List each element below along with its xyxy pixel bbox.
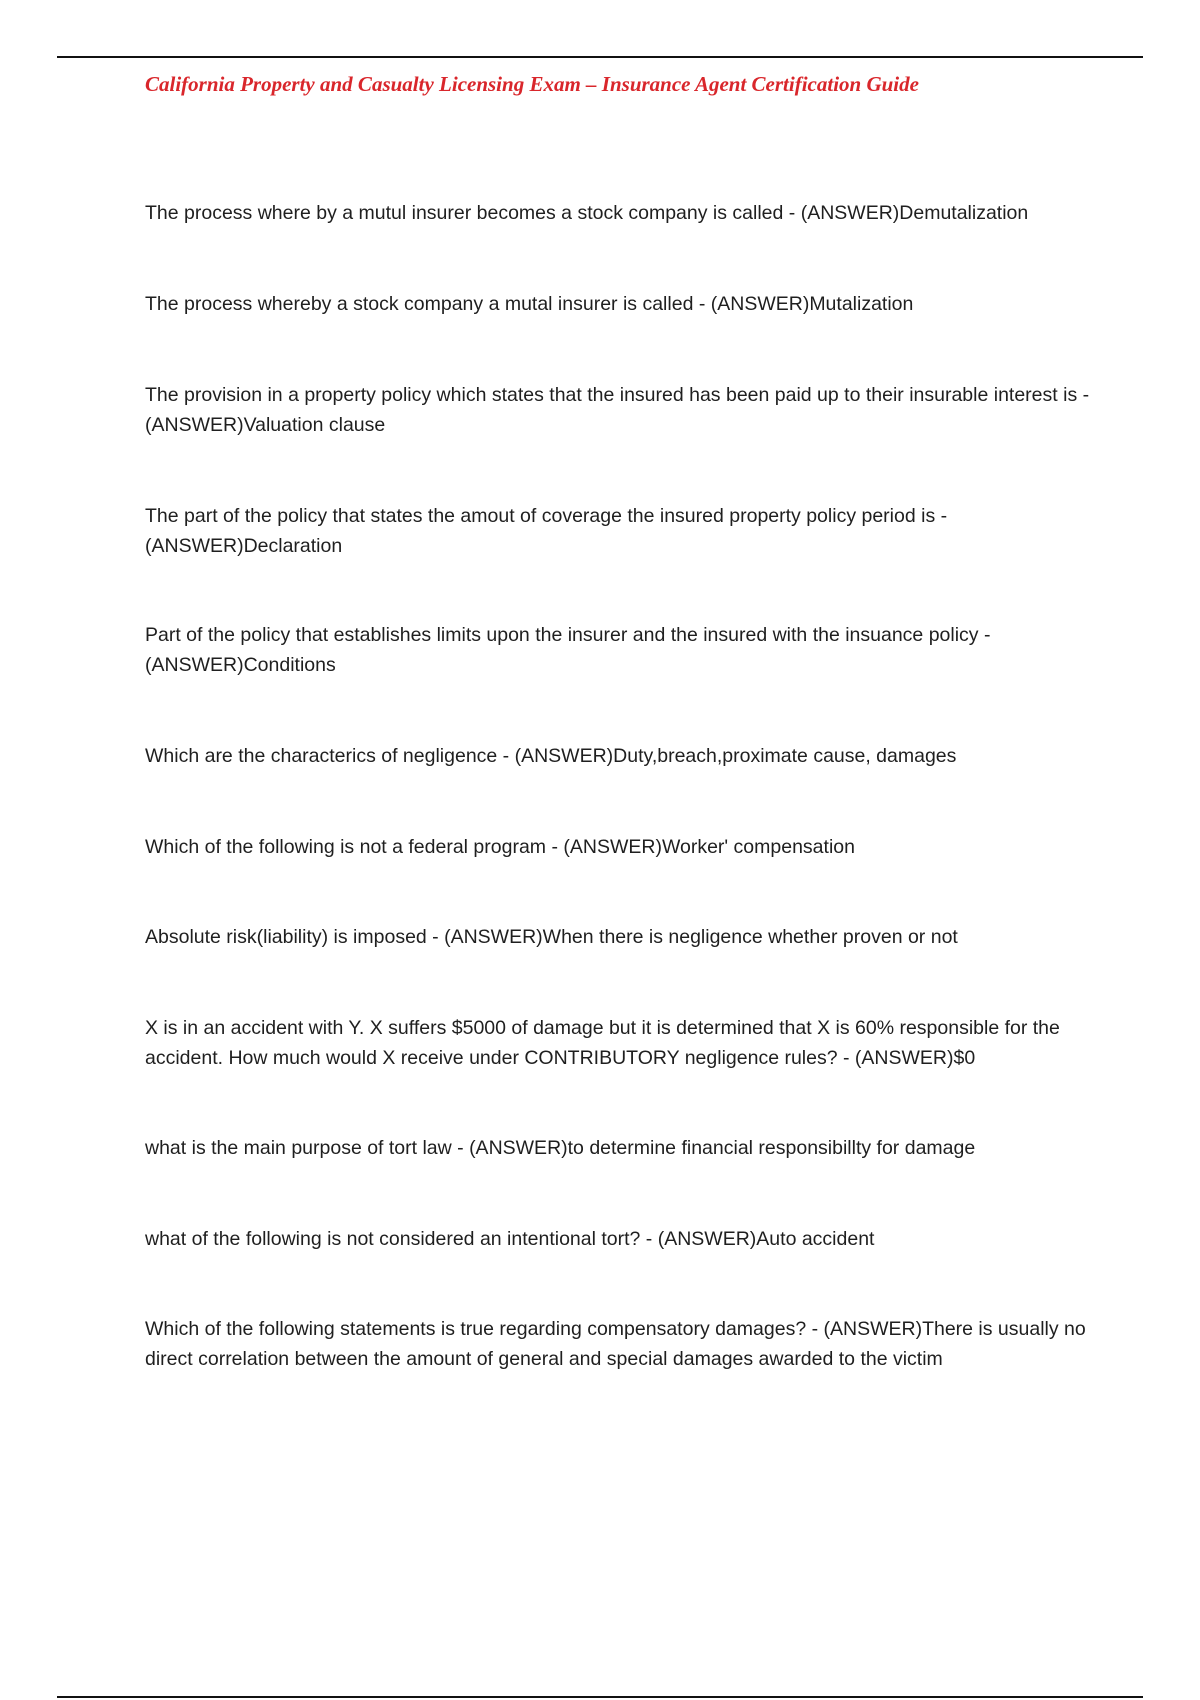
qa-item-11: what of the following is not considered an intentional tort? - (ANSWER)Auto accident xyxy=(145,1228,875,1250)
document-title: California Property and Casualty Licensing Exam – Insurance Agent Certification Guide xyxy=(145,72,919,96)
header-rule xyxy=(57,56,1143,58)
qa-item-3: The provision in a property policy which states that the insured has been paid up to their insurable interest is - (ANSWER)Valuation clause xyxy=(145,384,1090,436)
qa-item-7: Which of the following is not a federal program - (ANSWER)Worker' compensation xyxy=(145,836,855,858)
qa-item-5: Part of the policy that establishes limits upon the insurer and the insured with the insuance policy - (ANSWER)Conditions xyxy=(145,624,991,676)
qa-item-4: The part of the policy that states the amout of coverage the insured property policy period is - (ANSWER)Declaration xyxy=(145,505,948,557)
qa-item-12: Which of the following statements is true regarding compensatory damages? - (ANSWER)There is usually no direct correlation between the amount of general and special damages awarded to the victim xyxy=(145,1318,1086,1370)
qa-item-6: Which are the characterics of negligence - (ANSWER)Duty,breach,proximate cause, damages xyxy=(145,745,957,767)
qa-item-2: The process whereby a stock company a mutal insurer is called - (ANSWER)Mutalization xyxy=(145,293,914,315)
qa-item-8: Absolute risk(liability) is imposed - (ANSWER)When there is negligence whether proven or not xyxy=(145,926,958,948)
qa-item-10: what is the main purpose of tort law - (ANSWER)to determine financial responsibillty for damage xyxy=(145,1137,976,1159)
qa-item-9: X is in an accident with Y. X suffers $5000 of damage but it is determined that X is 60% responsible for the accident. How much would X receive under CONTRIBUTORY negligence rules? - (ANSWER)$0 xyxy=(145,1017,1060,1069)
qa-item-1: The process where by a mutul insurer becomes a stock company is called - (ANSWER)Demutalization xyxy=(145,202,1029,224)
footer-rule xyxy=(57,1696,1143,1698)
